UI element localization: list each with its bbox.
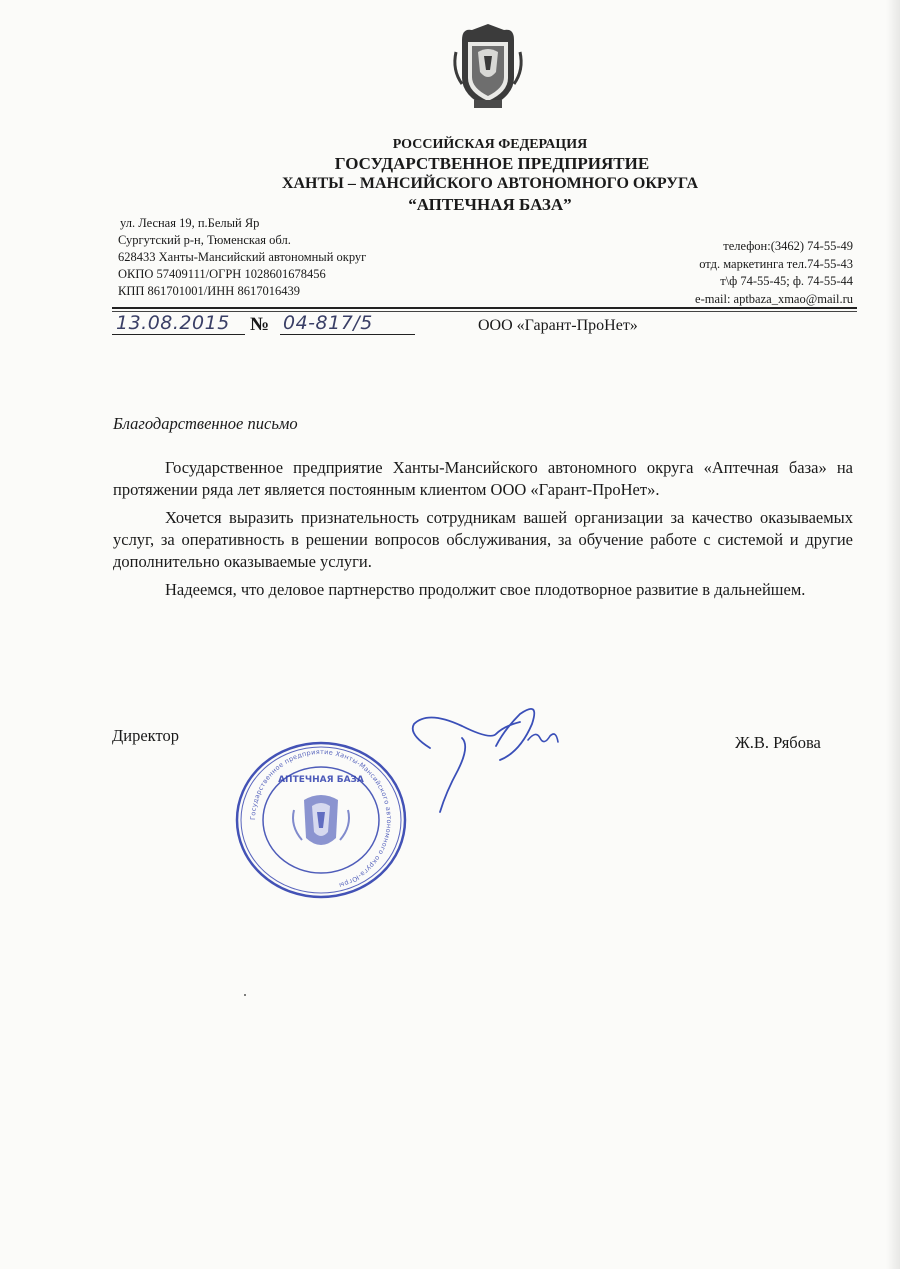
- signatory-name: Ж.В. Рябова: [735, 733, 821, 752]
- date-underline: [112, 334, 245, 335]
- header-enterprise-type: ГОСУДАРСТВЕННОЕ ПРЕДПРИЯТИЕ: [334, 154, 650, 173]
- handwritten-reference-number: 04-817/5: [283, 312, 373, 334]
- contact-fax: т\ф 74-55-45; ф. 74-55-44: [720, 274, 853, 288]
- letter-title: Благодарственное письмо: [113, 414, 298, 433]
- stamp-ring-text: Государственное предприятие Ханты-Мансийского автономного округа-Югры: [248, 747, 394, 890]
- sender-contacts-block: [695, 238, 853, 308]
- header-divider-thick: [112, 307, 857, 309]
- address-district: Сургутский р-н, Тюменская обл.: [118, 233, 291, 247]
- organization-stamp: [232, 740, 410, 900]
- letter-body: [113, 457, 853, 601]
- coat-of-arms-emblem: [448, 22, 528, 112]
- signatory-role: Директор: [112, 726, 179, 745]
- address-kpp-inn: КПП 861701001/ИНН 8617016439: [118, 284, 300, 298]
- number-underline: [280, 334, 415, 335]
- header-country: РОССИЙСКАЯ ФЕДЕРАЦИЯ: [392, 137, 588, 152]
- contact-marketing: отд. маркетинга тел.74-55-43: [699, 256, 853, 271]
- handwritten-date: 13.08.2015: [116, 312, 230, 334]
- address-okpo-ogrn: ОКПО 57409111/ОГРН 1028601678456: [118, 267, 326, 281]
- sender-address-block: [118, 215, 366, 300]
- handwritten-signature: [400, 700, 580, 820]
- header-organization-name: “АПТЕЧНАЯ БАЗА”: [408, 195, 572, 214]
- number-sign: №: [250, 314, 270, 335]
- header-region: ХАНТЫ – МАНСИЙСКОГО АВТОНОМНОГО ОКРУГА: [281, 175, 699, 192]
- body-paragraph-2: Хочется выразить признательность сотрудникам вашей организации за качество оказываемых услуг, за оперативность в решении вопросов обслуживания, за обучение работе с системой и другие дополнительно оказываемые услуги.: [113, 508, 853, 571]
- recipient-name: ООО «Гарант-ПроНет»: [478, 317, 638, 334]
- stamp-center-text: АПТЕЧНАЯ БАЗА: [278, 775, 364, 785]
- address-postal: 628433 Ханты-Мансийский автономный округ: [118, 250, 367, 264]
- contact-email: e-mail: aptbaza_xmao@mail.ru: [695, 291, 853, 306]
- body-paragraph-3: Надеемся, что деловое партнерство продолжит свое плодотворное развитие в дальнейшем.: [165, 580, 806, 599]
- address-street: ул. Лесная 19, п.Белый Яр: [120, 216, 260, 230]
- body-paragraph-1: Государственное предприятие Ханты-Мансийского автономного округа «Аптечная база» на протяжении ряда лет является постоянным клиентом ООО «Гарант-ПроНет».: [113, 458, 853, 499]
- contact-phone: телефон:(3462) 74-55-49: [723, 239, 853, 253]
- scan-speck: [244, 994, 246, 996]
